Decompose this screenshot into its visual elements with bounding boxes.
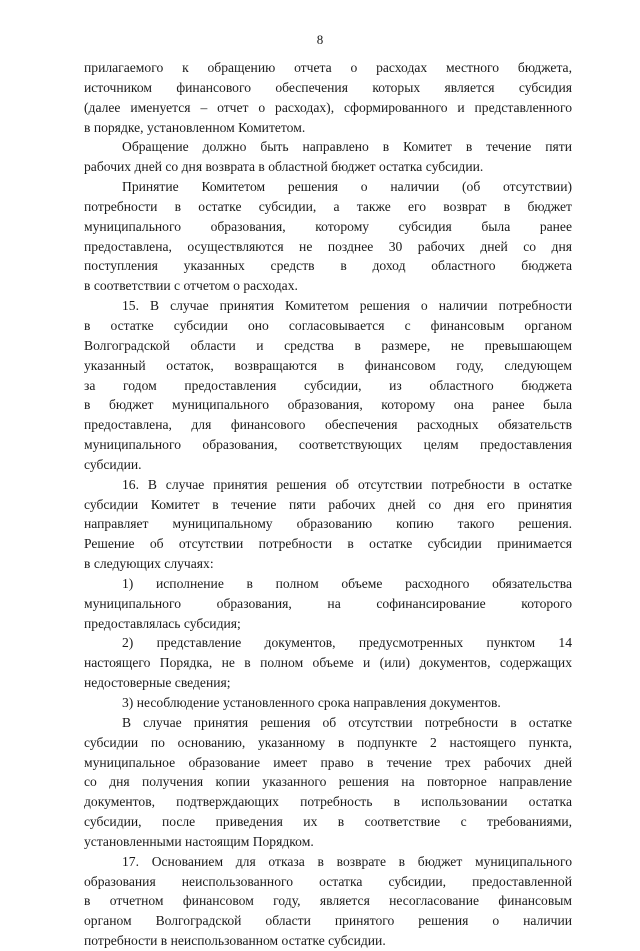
text-line: 17. Основанием для отказа в возврате в бюджет муниципального: [122, 853, 572, 869]
text-line: (далее именуется – отчет о расходах), сформированного и представленного: [84, 99, 572, 115]
text-line: субсидии Комитет в течение пяти рабочих дней со дня его принятия: [84, 496, 572, 512]
text-line: потребности в неиспользованном остатке субсидии.: [84, 933, 386, 949]
paragraph: [84, 296, 572, 475]
text-line: субсидии.: [84, 456, 142, 472]
text-line: прилагаемого к обращению отчета о расходах местного бюджета,: [84, 60, 572, 75]
text-line: Решение об отсутствии потребности в остатке субсидии принимается: [84, 536, 572, 552]
text-line: источником финансового обеспечения которых является субсидия: [84, 79, 572, 95]
text-line: направляет муниципальному образованию копию такого решения.: [84, 516, 572, 532]
text-line: субсидии, после приведения их в соответствие с требованиями,: [84, 814, 572, 830]
text-line: указанный остаток, возвращаются в финансовом году, следующем: [84, 357, 572, 373]
text-line: муниципального образования, которому субсидия была ранее: [84, 218, 572, 234]
text-line: муниципального образования, соответствующих целям предоставления: [84, 437, 572, 453]
page-number: 8: [316, 32, 324, 47]
text-line: рабочих дней со дня возврата в областной бюджет остатка субсидии.: [84, 159, 484, 175]
text-line: муниципального образования, на софинансирование которого: [84, 595, 572, 611]
text-line: в следующих случаях:: [84, 556, 214, 572]
text-line: 15. В случае принятия Комитетом решения о наличии потребности: [122, 298, 572, 314]
paragraph: [84, 58, 572, 137]
text-line: Обращение должно быть направлено в Комитет в течение пяти: [122, 139, 572, 155]
paragraph: [84, 633, 572, 693]
text-line: установленными настоящим Порядком.: [84, 833, 314, 849]
text-line: предоставлена, осуществляются не позднее 30 рабочих дней со дня: [84, 238, 572, 254]
text-line: в порядке, установленном Комитетом.: [84, 119, 306, 135]
text-line: в отчетном финансовом году, является несогласование финансовым: [84, 893, 572, 909]
paragraph: [84, 693, 572, 713]
document-body: [84, 58, 572, 951]
text-line: субсидии по основанию, указанному в подпункте 2 настоящего пункта,: [84, 734, 572, 750]
text-line: Принятие Комитетом решения о наличии (об отсутствии): [122, 179, 572, 195]
text-line: 2) представление документов, предусмотренных пунктом 14: [122, 635, 572, 651]
text-line: в бюджет муниципального образования, которому она ранее была: [84, 397, 572, 413]
text-line: поступления указанных средств в доход областного бюджета: [84, 258, 572, 274]
text-line: 16. В случае принятия решения об отсутствии потребности в остатке: [122, 476, 572, 492]
text-line: органом Волгоградской области принятого решения о наличии: [84, 913, 572, 929]
text-line: в соответствии с отчетом о расходах.: [84, 278, 298, 294]
text-line: Волгоградской области и средства в размере, не превышающем: [84, 337, 572, 353]
paragraph: [84, 574, 572, 634]
text-line: муниципальное образование имеет право в течение трех рабочих дней: [84, 754, 572, 770]
text-line: со дня получения копии указанного решения на повторное направление: [84, 774, 572, 790]
text-line: настоящего Порядка, не в полном объеме и (или) документов, содержащих: [84, 655, 572, 671]
text-line: В случае принятия решения об отсутствии потребности в остатке: [122, 714, 572, 730]
text-line: за годом предоставления субсидии, из областного бюджета: [84, 377, 572, 393]
text-line: 3) несоблюдение установленного срока направления документов.: [122, 695, 501, 710]
paragraph: [84, 852, 572, 951]
text-line: предоставлялась субсидия;: [84, 615, 241, 631]
text-line: предоставлена, для финансового обеспечения расходных обязательств: [84, 417, 572, 433]
paragraph: [84, 137, 572, 177]
paragraph: [84, 475, 572, 574]
text-line: недостоверные сведения;: [84, 675, 231, 691]
paragraph: [84, 177, 572, 296]
text-line: потребности в остатке субсидии, а также его возврат в бюджет: [84, 198, 572, 214]
paragraph: [84, 713, 572, 852]
text-line: 1) исполнение в полном объеме расходного обязательства: [122, 575, 572, 591]
text-line: в остатке субсидии оно согласовывается с финансовым органом: [84, 317, 572, 333]
text-line: документов, подтверждающих потребность в использовании остатка: [84, 794, 572, 810]
text-line: образования неиспользованного остатка субсидии, предоставленной: [84, 873, 572, 889]
